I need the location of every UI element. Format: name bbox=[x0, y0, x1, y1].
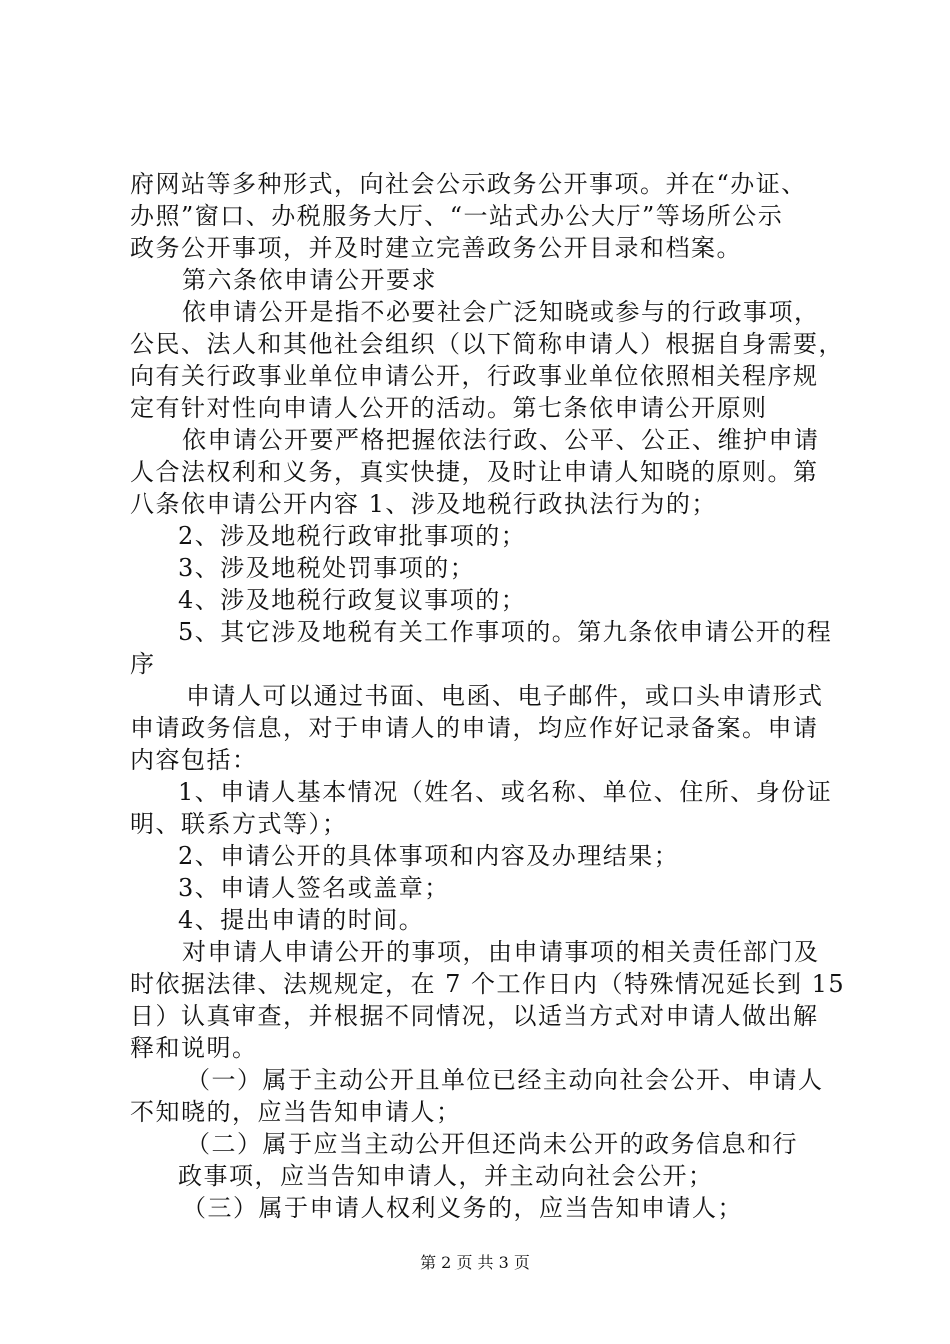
list-item: 3、涉及地税处罚事项的； bbox=[178, 554, 476, 582]
body-text-line: 依申请公开要严格把握依法行政、公平、公正、维护申请 bbox=[182, 426, 820, 454]
list-item: 1、申请人基本情况（姓名、或名称、单位、住所、身份证 bbox=[178, 778, 833, 806]
body-text-line: 内容包括： bbox=[130, 746, 258, 774]
body-text-line: 申请政务信息，对于申请人的申请，均应作好记录备案。申请 bbox=[130, 714, 819, 742]
body-text-line: 依申请公开是指不必要社会广泛知晓或参与的行政事项， bbox=[182, 298, 820, 326]
body-text-line: （三）属于申请人权利义务的，应当告知申请人； bbox=[182, 1194, 743, 1222]
body-text-line: 释和说明。 bbox=[130, 1034, 258, 1062]
body-text-line: 向有关行政事业单位申请公开，行政事业单位依照相关程序规 bbox=[130, 362, 819, 390]
list-item: 5、其它涉及地税有关工作事项的。第九条依申请公开的程 bbox=[178, 618, 833, 646]
body-text-line: 申请人可以通过书面、电函、电子邮件，或口头申请形式 bbox=[186, 682, 824, 710]
body-text-line: 办照”窗口、办税服务大厅、“一站式办公大厅”等场所公示 bbox=[130, 202, 784, 230]
list-item: 3、申请人签名或盖章； bbox=[178, 874, 450, 902]
body-text-line: 公民、法人和其他社会组织（以下简称申请人）根据自身需要， bbox=[130, 330, 844, 358]
body-text-line: （二）属于应当主动公开但还尚未公开的政务信息和行 bbox=[186, 1130, 798, 1158]
body-text-line: 政务公开事项，并及时建立完善政务公开目录和档案。 bbox=[130, 234, 742, 262]
body-text-line: 定有针对性向申请人公开的活动。第七条依申请公开原则 bbox=[130, 394, 768, 422]
list-item: 4、提出申请的时间。 bbox=[178, 906, 425, 934]
body-text-line: 人合法权利和义务，真实快捷，及时让申请人知晓的原则。第 bbox=[130, 458, 819, 486]
section-heading: 第六条依申请公开要求 bbox=[182, 266, 437, 294]
page-number-footer: 第 2 页 共 3 页 bbox=[420, 1253, 530, 1272]
body-text-line: 府网站等多种形式，向社会公示政务公开事项。并在“办证、 bbox=[130, 170, 807, 198]
list-item: 2、涉及地税行政审批事项的； bbox=[178, 522, 527, 550]
body-text-line: 日）认真审查，并根据不同情况，以适当方式对申请人做出解 bbox=[130, 1002, 819, 1030]
body-text-line: 八条依申请公开内容 1、涉及地税行政执法行为的； bbox=[130, 490, 717, 518]
body-text-line: 时依据法律、法规规定，在 7 个工作日内（特殊情况延长到 15 bbox=[130, 970, 846, 998]
list-item: 4、涉及地税行政复议事项的； bbox=[178, 586, 527, 614]
body-text-line: 明、联系方式等）； bbox=[130, 810, 348, 838]
body-text-line: （一）属于主动公开且单位已经主动向社会公开、申请人 bbox=[186, 1066, 824, 1094]
list-item: 2、申请公开的具体事项和内容及办理结果； bbox=[178, 842, 680, 870]
body-text-line: 对申请人申请公开的事项，由申请事项的相关责任部门及 bbox=[182, 938, 820, 966]
body-text-line: 序 bbox=[130, 650, 156, 678]
body-text-line: 不知晓的，应当告知申请人； bbox=[130, 1098, 462, 1126]
body-text-line: 政事项，应当告知申请人，并主动向社会公开； bbox=[178, 1162, 714, 1190]
